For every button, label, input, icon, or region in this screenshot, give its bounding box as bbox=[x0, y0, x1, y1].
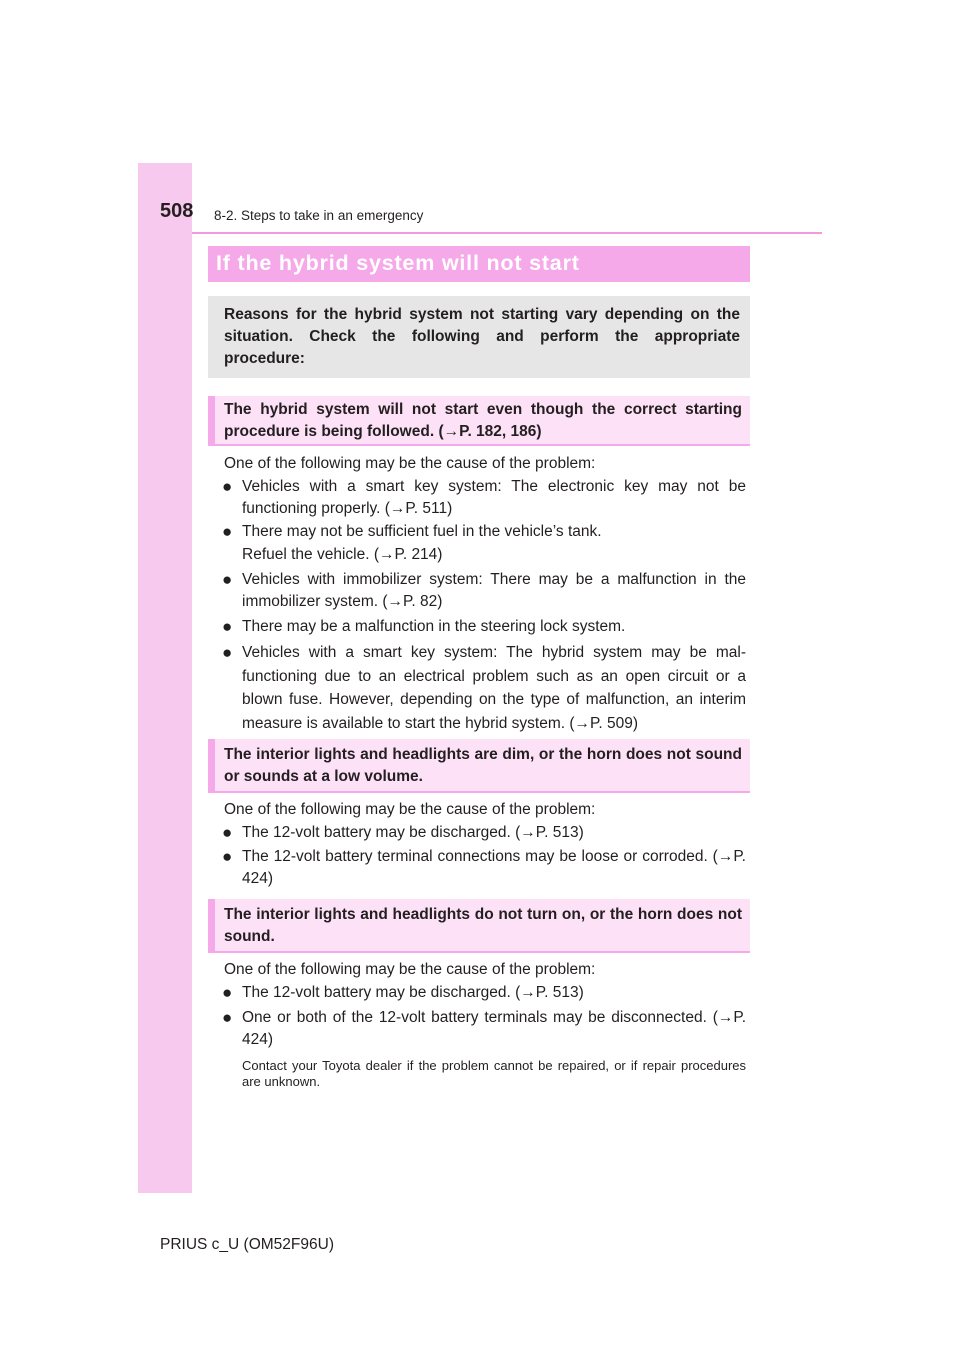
list-item-subline: Refuel the vehicle. (→P. 214) bbox=[242, 546, 443, 563]
chapter-side-tab bbox=[138, 163, 192, 1193]
dealer-note: Contact your Toyota dealer if the problem cannot be repaired, or if repair procedures are unknown. bbox=[242, 1058, 746, 1089]
intro-box bbox=[208, 296, 750, 378]
list-item: ● Vehicles with immobilizer system: There may be a malfunction in the immobilizer system. (→P. 82) bbox=[222, 570, 746, 610]
list-item: ● One or both of the 12-volt battery terminals may be disconnected. (→P. 424) bbox=[222, 1008, 746, 1048]
bullet-icon: ● bbox=[222, 643, 233, 662]
list-item: ● The 12-volt battery may be discharged. (→P. 513) bbox=[222, 983, 584, 1002]
intro-text: Reasons for the hybrid system not starting vary depending on the situation. Check the following and perform the appropriate procedure: bbox=[224, 306, 740, 367]
bullet-icon: ● bbox=[222, 570, 233, 589]
list-item: ● The 12-volt battery may be discharged. (→P. 513) bbox=[222, 823, 584, 842]
list-item: ● Vehicles with a smart key system: The electronic key may not be functioning properly. (→P. 511) bbox=[222, 477, 746, 517]
cause-lead: One of the following may be the cause of the problem: bbox=[224, 801, 596, 818]
header-divider bbox=[192, 232, 822, 234]
page-title-bar bbox=[208, 246, 750, 282]
subheading-text: The interior lights and headlights are dim, or the horn does not sound or sounds at a low volume. bbox=[224, 746, 742, 785]
subheading-text: The hybrid system will not start even though the correct starting procedure is being followed. (→P. 182, 186) bbox=[224, 401, 742, 440]
cause-lead: One of the following may be the cause of the problem: bbox=[224, 961, 596, 978]
bullet-icon: ● bbox=[222, 983, 233, 1002]
list-item: ● The 12-volt battery terminal connections may be loose or corroded. (→P. 424) bbox=[222, 847, 746, 887]
page-title: If the hybrid system will not start bbox=[216, 251, 580, 275]
subheading-text: The interior lights and headlights do not turn on, or the horn does not sound. bbox=[224, 906, 742, 945]
list-item: ● There may not be sufficient fuel in the vehicle’s tank. bbox=[222, 522, 602, 541]
list-item: ● Vehicles with a smart key system: The hybrid system may be mal-functioning due to an electrical problem such as an open circuit or a blown fuse. However, depending on the type of malfunction, an interim measure is available to start the hybrid system. (→P. 509) bbox=[222, 643, 746, 732]
bullet-icon: ● bbox=[222, 823, 233, 842]
subheading-not-starting bbox=[208, 396, 750, 446]
subheading-lights-off bbox=[208, 899, 750, 953]
bullet-icon: ● bbox=[222, 477, 233, 496]
section-title: 8-2. Steps to take in an emergency bbox=[214, 208, 424, 223]
subheading-lights-dim bbox=[208, 739, 750, 793]
bullet-icon: ● bbox=[222, 522, 233, 541]
bullet-icon: ● bbox=[222, 1008, 233, 1027]
manual-footer: PRIUS c_U (OM52F96U) bbox=[160, 1236, 334, 1253]
cause-lead: One of the following may be the cause of the problem: bbox=[224, 455, 596, 472]
bullet-icon: ● bbox=[222, 847, 233, 866]
bullet-icon: ● bbox=[222, 617, 233, 636]
page-number: 508 bbox=[160, 200, 194, 222]
list-item: ● There may be a malfunction in the steering lock system. bbox=[222, 617, 626, 636]
